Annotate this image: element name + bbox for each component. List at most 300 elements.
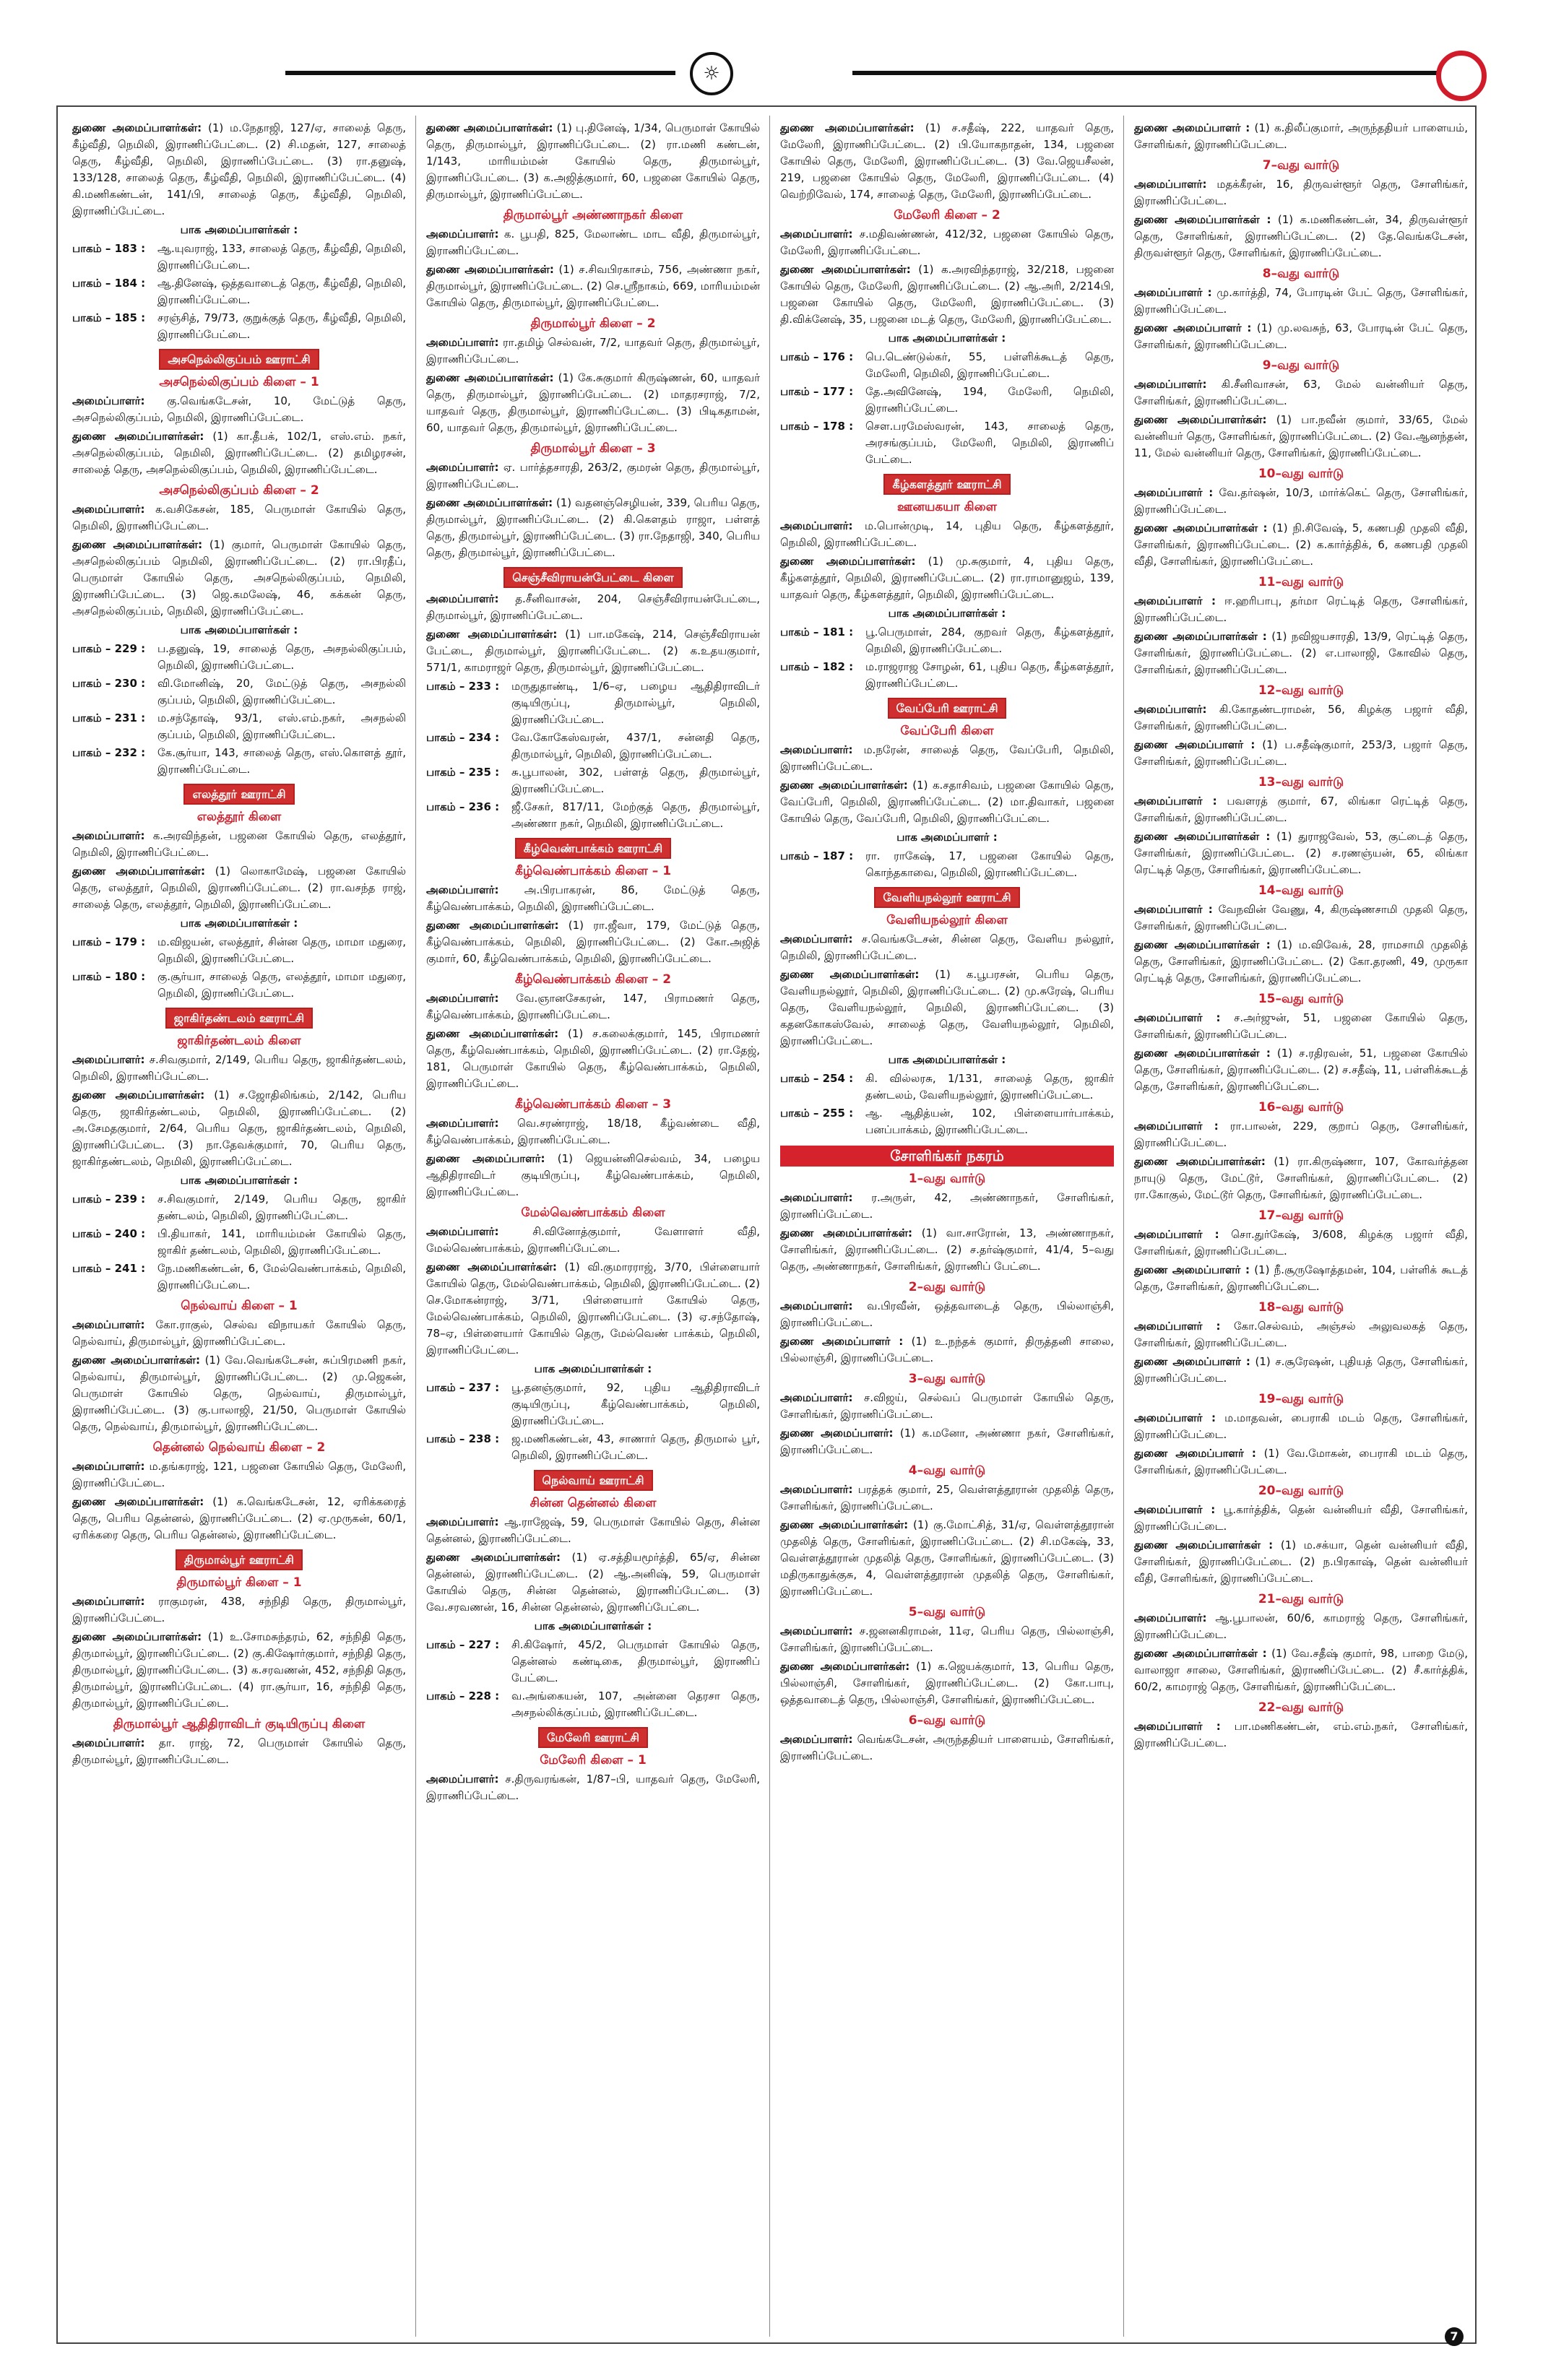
booth-details: வி.மோனிஷ், 20, மேட்டுத் தெரு, அசநல்லி குப்பம், நெமிலி, இராணிப்பேட்டை. xyxy=(157,677,406,706)
member-details: (1) ம.சக்யா, தென் வன்னியர் வீதி, சோளிங்கர், இராணிப்பேட்டை. (2) ந.பிரகாஷ், தென் வன்னியர் வீதி, சோளிங்கர், இராணிப்பேட்டை. xyxy=(1134,1539,1468,1585)
member-details: (1) மு.சுகுமார், 4, புதிய தெரு, கீழ்களத்தூர், நெமிலி, இராணிப்பேட்டை. (2) ரா.ராமானுஜம், 139, யாதவர் தெரு, கீழ்களத்தூர், நெமிலி, இராணிப்பேட்டை. xyxy=(780,555,1114,601)
member-entry xyxy=(1134,901,1468,935)
member-entry xyxy=(426,1549,760,1616)
member-details: ராகுமரன், 438, சந்நிதி தெரு, திருமால்பூர், இராணிப்பேட்டை. xyxy=(72,1595,406,1624)
column-divider xyxy=(415,116,416,2337)
booth-row xyxy=(72,969,406,1002)
member-details: ச.வெங்கடேசன், சின்ன தெரு, வேளிய நல்லூர், நெமிலி, இராணிப்பேட்டை. xyxy=(780,932,1114,962)
member-entry xyxy=(426,226,760,259)
member-details: (1) உ.சோமசுந்தரம், 62, சந்நிதி தெரு, திருமால்பூர், இராணிப்பேட்டை. (2) கு.கிஷோர்குமார், சந்நிதி தெரு, திருமால்பூர், இராணிப்பேட்டை. (3) க.சரவணன், 452, சந்நிதி தெரு, திருமால்பூர், இராணிப்பேட்டை. (4) ரா.சூர்யா, 16, சந்நிதி தெரு, திருமால்பூர், இராணிப்பேட்டை. xyxy=(72,1630,406,1710)
section-block xyxy=(1134,991,1468,1095)
role-label: அமைப்பாளர்: xyxy=(72,1736,145,1749)
role-label: துணை அமைப்பாளர் : xyxy=(1134,1263,1250,1276)
member-details: (1) கா.தீபக், 102/1, எஸ்.எம். நகர், அசநெல்லிகுப்பம், நெமிலி, இராணிப்பேட்டை. (2) தமிழரசன், சாலைத் தெரு, அசநெல்லிகுப்பம், நெமிலி, இராணிப்பேட்டை. xyxy=(72,430,406,476)
role-label: அமைப்பாளர்: xyxy=(780,1624,853,1637)
member-entry xyxy=(780,966,1114,1050)
role-label: துணை அமைப்பாளர்கள்: xyxy=(780,121,915,134)
booth-row xyxy=(72,745,406,778)
booth-label: பாகம் – 235 : xyxy=(426,766,500,779)
member-details: (1) ம.நேதாஜி, 127/ஏ, சாலைத் தெரு, கீழ்வீதி, நெமிலி, இராணிப்பேட்டை. (2) சி.மதன், 127, சாலைத் தெரு, கீழ்வீதி, நெமிலி, இராணிப்பேட்டை. (3) ரா.தனுஷ், 133/128, சாலைத் தெரு, கீழ்வீதி, நெமிலி, இராணிப்பேட்டை. (4) கி.மணிகண்டன், 141/பி, சாலைத் தெரு, கீழ்வீதி, நெமிலி, இராணிப்பேட்டை. xyxy=(72,121,406,217)
section-block xyxy=(72,784,406,1002)
member-entry xyxy=(780,931,1114,964)
member-details: மு.கார்த்தி, 74, போரடின் பேட் தெரு, சோளிங்கர், இராணிப்பேட்டை. xyxy=(1134,286,1468,316)
header-rule-right xyxy=(852,71,1445,75)
booth-label: பாகம் – 240 : xyxy=(72,1227,146,1240)
section-block xyxy=(1134,1299,1468,1387)
booth-label: பாகம் – 183 : xyxy=(72,242,146,255)
role-label: அமைப்பாளர்: xyxy=(1134,703,1207,716)
member-details: ஈ.ஹரிபாபு, தர்மா ரெட்டித் தெரு, சோளிங்கர், இராணிப்பேட்டை. xyxy=(1134,594,1468,624)
booth-row xyxy=(72,241,406,274)
section-block xyxy=(72,349,406,478)
booth-details: பூ.தனஞ்குமார், 92, புதிய ஆதிதிராவிடர் குடியிருப்பு, கீழ்வெண்பாக்கம், நெமிலி, இராணிப்பேட்டை. xyxy=(511,1381,760,1427)
member-details: (1) ச.சிவபிரகாசம், 756, அண்ணா நகர், திருமால்பூர், இராணிப்பேட்டை. (2) செ.ஸ்ரீநாகம், 669, மாரியம்மன் கோயில் தெரு, திருமால்பூர், இராணிப்பேட்டை. xyxy=(426,263,760,309)
role-label: துணை அமைப்பாளர்கள்: xyxy=(426,1260,557,1273)
member-entry xyxy=(72,1593,406,1627)
booth-label: பாகம் – 178 : xyxy=(780,420,854,433)
member-details: ஆ.ராஜேஷ், 59, பெருமாள் கோயில் தெரு, சின்ன தென்னல், இராணிப்பேட்டை. xyxy=(426,1515,760,1545)
booth-row xyxy=(426,730,760,763)
branch-title: 14–வது வார்டு xyxy=(1258,883,1344,898)
section-block xyxy=(426,567,760,832)
booth-row xyxy=(72,641,406,674)
member-details: வே.ஞானசேகரன், 147, பிராமணர் தெரு, கீழ்வெண்பாக்கம், இராணிப்பேட்டை. xyxy=(426,992,760,1021)
branch-title: ஊனயகயா கிளை xyxy=(896,500,998,514)
section-block xyxy=(1134,774,1468,878)
member-entry xyxy=(426,459,760,493)
booth-label: பாகம் – 234 : xyxy=(426,731,500,744)
masthead xyxy=(0,0,1543,123)
booth-row xyxy=(426,1637,760,1687)
member-entry xyxy=(780,120,1114,203)
member-entry xyxy=(1134,1718,1468,1752)
branch-title: 12–வது வார்டு xyxy=(1258,683,1344,698)
member-details: (1) மு.லவசுந், 63, போரடின் பேட் தெரு, சோளிங்கர், இராணிப்பேட்டை. xyxy=(1134,321,1468,351)
member-entry xyxy=(1134,737,1468,770)
booth-heading: பாக அமைப்பாளர்கள் : xyxy=(180,1174,298,1187)
booth-details: பூ.பெருமாள், 284, குறவர் தெரு, கீழ்களத்தூர், நெமிலி, இராணிப்பேட்டை. xyxy=(865,626,1114,655)
member-entry xyxy=(426,1259,760,1359)
role-label: துணை அமைப்பாளர்கள்: xyxy=(72,121,202,134)
member-entry xyxy=(426,917,760,967)
booth-label: பாகம் – 233 : xyxy=(426,680,500,693)
member-entry xyxy=(780,1623,1114,1656)
member-details: கோ.செல்வம், அஞ்சல் அலுவலகத் தெரு, சோளிங்கர், இராணிப்பேட்டை. xyxy=(1134,1320,1468,1349)
branch-title: 1–வது வார்டு xyxy=(908,1172,986,1186)
member-details: (1) ப.சதீஷ்குமார், 253/3, பஜார் தெரு, சோளிங்கர், இராணிப்பேட்டை. xyxy=(1134,738,1468,768)
section-block xyxy=(1134,883,1468,987)
section-block xyxy=(72,1298,406,1435)
member-details: (1) வா.சாரோன், 13, அண்ணாநகர், சோளிங்கர், இராணிப்பேட்டை. (2) ச.தர்ஷ்குமார், 41/4, 5–வது தெரு, அண்ணாநகர், சோளிங்கர், இராணிப் பேட்டை. xyxy=(780,1226,1114,1273)
booth-heading: பாக அமைப்பாளர் : xyxy=(896,831,998,844)
section-block xyxy=(426,1470,760,1721)
booth-details: சரஞ்சித், 79/73, குறுக்குத் தெரு, கீழ்வீதி, நெமிலி, இராணிப்பேட்டை. xyxy=(157,311,406,341)
role-label: துணை அமைப்பாளர்கள் : xyxy=(1134,1539,1274,1552)
branch-title: வேளியநல்லூர் கிளை xyxy=(886,913,1008,927)
section-block xyxy=(1134,358,1468,462)
member-entry xyxy=(1134,1502,1468,1535)
branch-title: 4–வது வார்டு xyxy=(908,1463,986,1478)
branch-title: மேலேரி கிளை – 1 xyxy=(540,1753,647,1767)
member-entry xyxy=(1134,628,1468,678)
member-details: ச.அர்ஜுன், 51, பஜனை கோயில் தெரு, சோளிங்கர், இராணிப்பேட்டை. xyxy=(1134,1011,1468,1041)
branch-title: ஜாகிர்தண்டலம் கிளை xyxy=(177,1034,301,1048)
section-block xyxy=(72,120,406,343)
section-block xyxy=(426,441,760,561)
section-block xyxy=(1134,1700,1468,1752)
role-label: அமைப்பாளர்: xyxy=(426,336,499,349)
booth-label: பாகம் – 239 : xyxy=(72,1193,146,1206)
booth-heading: பாக அமைப்பாளர்கள் : xyxy=(888,332,1006,345)
booth-label: பாகம் – 181 : xyxy=(780,626,854,639)
section-block xyxy=(426,838,760,967)
booth-details: வே.கோகேஸ்வரன், 437/1, சன்னதி தெரு, திருமால்பூர், நெமிலி, இராணிப்பேட்டை. xyxy=(511,731,760,761)
member-entry xyxy=(780,1390,1114,1423)
member-details: ஆ.பூபாலன், 60/6, காமராஜ் தெரு, சோளிங்கர், இராணிப்பேட்டை. xyxy=(1134,1611,1468,1641)
column-divider xyxy=(769,116,770,2337)
column-4 xyxy=(1134,120,1468,2330)
panchayat-title: நெல்வாய் ஊராட்சி xyxy=(534,1470,653,1491)
booth-row xyxy=(72,710,406,743)
member-details: ர.அருள், 42, அண்ணாநகர், சோளிங்கர், இராணிப்பேட்டை. xyxy=(780,1191,1114,1221)
section-block xyxy=(1134,683,1468,770)
member-entry xyxy=(72,1735,406,1768)
branch-title: திருமால்பூர் கிளை – 1 xyxy=(176,1575,302,1590)
booth-row xyxy=(780,349,1114,382)
booth-details: ஆ. ஆதித்யன், 102, பிள்ளையார்பாக்கம், பனப்பாக்கம், இராணிப்பேட்டை. xyxy=(865,1107,1114,1136)
member-entry xyxy=(780,1190,1114,1223)
role-label: அமைப்பாளர் : xyxy=(1134,594,1216,607)
member-details: வே.தர்ஷன், 10/3, மார்க்கெட் தெரு, சோளிங்கர், இராணிப்பேட்டை. xyxy=(1134,486,1468,516)
section-block xyxy=(1134,157,1468,261)
role-label: துணை அமைப்பாளர்கள் : xyxy=(1134,522,1268,535)
member-details: ம.மாதவன், பைராகி மடம் தெரு, சோளிங்கர், இராணிப்பேட்டை. xyxy=(1134,1411,1468,1441)
member-details: (1) ச.சூரேஷன், புதியத் தெரு, சோளிங்கர், இராணிப்பேட்டை. xyxy=(1134,1355,1468,1385)
member-entry xyxy=(780,1731,1114,1765)
role-label: துணை அமைப்பாளர்கள்: xyxy=(1134,413,1267,426)
role-label: அமைப்பாளர் : xyxy=(1134,1503,1216,1516)
member-entry xyxy=(426,1224,760,1257)
section-block xyxy=(426,207,760,311)
booth-details: ம.சந்தோஷ், 93/1, எஸ்.எம்.நகர், அசநல்லி குப்பம், நெமிலி, இராணிப்பேட்டை. xyxy=(157,711,406,741)
member-entry xyxy=(1134,176,1468,209)
role-label: அமைப்பாளர்: xyxy=(426,1117,499,1130)
section-block xyxy=(72,1008,406,1294)
member-details: (1) உ.நந்தக் குமார், திருத்தனி சாலை, பில்லாஞ்சி, இராணிப்பேட்டை. xyxy=(780,1335,1114,1364)
member-details: (1) ஜெயன்னிசெல்வம், 34, பழைய ஆதிதிராவிடர் குடியிருப்பு, கீழ்வெண்பாக்கம், நெமிலி, இராணிப்பேட்டை. xyxy=(426,1152,760,1198)
member-details: க.வசிகேசன், 185, பெருமாள் கோயில் தெரு, நெமிலி, இராணிப்பேட்டை. xyxy=(72,503,406,532)
booth-label: பாகம் – 179 : xyxy=(72,935,146,948)
role-label: அமைப்பாளர்: xyxy=(780,519,853,532)
role-label: துணை அமைப்பாளர் : xyxy=(780,1335,904,1348)
role-label: அமைப்பாளர் : xyxy=(1134,486,1214,499)
booth-row xyxy=(780,418,1114,468)
panchayat-title: திருமால்பூர் ஊராட்சி xyxy=(176,1549,303,1570)
member-details: (1) க.மனோ, அண்ணா நகர், சோளிங்கர், இராணிப்பேட்டை. xyxy=(780,1427,1114,1456)
role-label: துணை அமைப்பாளர்கள்: xyxy=(72,865,206,878)
branch-title: மேலேரி கிளை – 2 xyxy=(894,208,1000,222)
branch-title: அசநெல்லிகுப்பம் கிளை – 2 xyxy=(159,483,319,498)
member-entry xyxy=(1134,485,1468,518)
member-details: ச.விஜய், செல்வப் பெருமாள் கோயில் தெரு, சோளிங்கர், இராணிப்பேட்டை. xyxy=(780,1391,1114,1421)
member-details: (1) கு.மோட்சித், 31/ஏ, வெள்ளத்தூரான் முதலித் தெரு, சோளிங்கர், இராணிப்பேட்டை. (2) சி.மகேஷ், 33, வெள்ளத்தூரான் முதலித் தெரு, சோளிங்கர், இராணிப்பேட்டை. (3) மதிருகாதுக்குசு, 4, வெள்ளத்தூரான் முதலித் தெரு, சோளிங்கர், இராணிப்பேட்டை. xyxy=(780,1518,1114,1598)
branch-title: மேல்வெண்பாக்கம் கிளை xyxy=(521,1206,665,1220)
member-details: கோ.ராகுல், செல்வ விநாயகர் கோயில் தெரு, நெல்வாய், திருமால்பூர், இராணிப்பேட்டை. xyxy=(72,1318,406,1348)
section-block xyxy=(426,972,760,1092)
section-block xyxy=(1134,1483,1468,1587)
member-entry xyxy=(72,1317,406,1350)
role-label: துணை அமைப்பாளர்கள்: xyxy=(426,263,554,276)
branch-title: 7–வது வார்டு xyxy=(1262,158,1340,173)
booth-row xyxy=(780,848,1114,881)
member-details: (1) கே.சுகுமார் கிருஷ்ணன், 60, யாதவர் தெரு, திருமால்பூர், இராணிப்பேட்டை. (2) மாதரசராஜ், 7/2, யாதவர் தெரு, திருமால்பூர், இராணிப்பேட்டை. (3) பிடிகதாமன், 60, யாதவர் தெரு, திருமால்பூர், இராணிப்பேட்டை. xyxy=(426,371,760,434)
member-entry xyxy=(1134,1445,1468,1479)
section-block xyxy=(780,1463,1114,1600)
section-block xyxy=(72,483,406,778)
role-label: அமைப்பாளர்: xyxy=(780,1483,853,1496)
booth-label: பாகம் – 227 : xyxy=(426,1638,500,1651)
section-block xyxy=(780,120,1114,203)
role-label: துணை அமைப்பாளர்கள்: xyxy=(72,1354,200,1367)
section-block xyxy=(1134,266,1468,353)
member-details: (1) க.திலீப்குமார், அருந்ததியர் பாளையம், சோளிங்கர், இராணிப்பேட்டை. xyxy=(1134,121,1468,151)
member-details: தா. ராஜ், 72, பெருமாள் கோயில் தெரு, திருமால்பூர், இராணிப்பேட்டை. xyxy=(72,1736,406,1766)
branch-title: 11–வது வார்டு xyxy=(1258,575,1344,589)
member-details: (1) க.சதாசிவம், பஜனை கோயில் தெரு, வேப்பேரி, நெமிலி, இராணிப்பேட்டை. (2) மா.திவாகர், பஜனை கோயில் தெரு, வேப்பேரி, நெமிலி, இராணிப்பேட்டை. xyxy=(780,779,1114,825)
branch-title: 18–வது வார்டு xyxy=(1258,1300,1344,1315)
role-label: அமைப்பாளர்: xyxy=(780,1733,853,1746)
member-entry xyxy=(780,742,1114,775)
member-entry xyxy=(1134,1154,1468,1203)
booth-label: பாகம் – 237 : xyxy=(426,1381,500,1394)
role-label: துணை அமைப்பாளர்கள்: xyxy=(426,121,553,134)
role-label: அமைப்பாளர்: xyxy=(72,829,145,842)
branch-title: திருமால்பூர் ஆதிதிராவிடர் குடியிருப்பு கிளை xyxy=(113,1717,366,1731)
role-label: துணை அமைப்பாளர்கள்: xyxy=(72,538,203,551)
section-block xyxy=(426,1096,760,1200)
section-block xyxy=(426,1727,760,1804)
member-entry xyxy=(1134,1010,1468,1043)
booth-heading: பாக அமைப்பாளர்கள் : xyxy=(180,623,298,636)
role-label: துணை அமைப்பாளர்கள்: xyxy=(426,919,559,932)
member-entry xyxy=(72,393,406,426)
role-label: அமைப்பாளர் : xyxy=(1134,1228,1219,1241)
role-label: அமைப்பாளர்: xyxy=(426,228,499,241)
role-label: அமைப்பாளர் : xyxy=(1134,286,1212,299)
member-entry xyxy=(780,226,1114,259)
booth-label: பாகம் – 180 : xyxy=(72,970,146,983)
booth-row xyxy=(426,799,760,832)
booth-row xyxy=(72,275,406,308)
member-details: ம.பொன்முடி, 14, புதிய தெரு, கீழ்களத்தூர், நெமிலி, இராணிப்பேட்டை. xyxy=(780,519,1114,549)
member-entry xyxy=(780,1298,1114,1331)
section-block xyxy=(780,474,1114,692)
member-details: ம.தங்கராஜ், 121, பஜனை கோயில் தெரு, மேலேரி, இராணிப்பேட்டை. xyxy=(72,1460,406,1489)
role-label: அமைப்பாளர்: xyxy=(780,1391,853,1404)
member-details: ஏ. பார்த்தசாரதி, 263/2, குமரன் தெரு, திருமால்பூர், இராணிப்பேட்டை. xyxy=(426,461,760,490)
member-entry xyxy=(1134,212,1468,261)
role-label: அமைப்பாளர்: xyxy=(426,1515,499,1528)
municipality-banner: சோளிங்கர் நகரம் xyxy=(780,1146,1114,1167)
member-entry xyxy=(780,553,1114,603)
role-label: துணை அமைப்பாளர்கள்: xyxy=(780,1660,910,1673)
role-label: அமைப்பாளர் : xyxy=(1134,1720,1221,1733)
section-block xyxy=(780,1146,1114,1275)
member-details: (1) துராஜவேல், 53, குட்டைத் தெரு, சோளிங்கர், இராணிப்பேட்டை. (2) ச.ரணஞ்யன், 65, லிங்கா ரெட்டித் தெரு, சோளிங்கர், இராணிப்பேட்டை. xyxy=(1134,830,1468,876)
member-details: (1) க.வெங்கடேசன், 12, ஏரிக்கரைத் தெரு, பெரிய தென்னல், இராணிப்பேட்டை. (2) ஏ.முருகன், 60/1, ஏரிக்கரை தெரு, பெரிய தென்னல், இராணிப்பேட்டை. xyxy=(72,1495,406,1541)
member-entry xyxy=(1134,1610,1468,1643)
member-entry xyxy=(72,428,406,478)
member-entry xyxy=(780,1517,1114,1600)
member-details: வ.பிரவீன், ஒத்தவாடைத் தெரு, பில்லாஞ்சி, இராணிப்பேட்டை. xyxy=(780,1299,1114,1329)
member-entry xyxy=(1134,120,1468,153)
member-entry xyxy=(1134,593,1468,626)
role-label: துணை அமைப்பாளர்கள்: xyxy=(72,1495,204,1508)
panchayat-title: கீழ்களத்தூர் ஊராட்சி xyxy=(883,474,1010,495)
section-block xyxy=(1134,120,1468,153)
booth-row xyxy=(72,310,406,343)
role-label: துணை அமைப்பாளர்கள்: xyxy=(780,779,908,792)
member-details: க. பூபதி, 825, மேலாண்ட மாட வீதி, திருமால்பூர், இராணிப்பேட்டை. xyxy=(426,228,760,257)
branch-title: 19–வது வார்டு xyxy=(1258,1392,1344,1406)
role-label: அமைப்பாளர் : xyxy=(1134,903,1213,916)
booth-row xyxy=(72,1260,406,1294)
booth-details: சௌ.பரமேஸ்வரன், 143, சாலைத் தெரு, அரசங்குப்பம், மேலேரி, நெமிலி, இராணிப் பேட்டை. xyxy=(865,420,1114,466)
branch-title: நெல்வாய் கிளை – 1 xyxy=(181,1299,298,1313)
panchayat-title: ஜாகிர்தண்டலம் ஊராட்சி xyxy=(165,1008,313,1029)
booth-label: பாகம் – 236 : xyxy=(426,800,500,813)
role-label: அமைப்பாளர் : xyxy=(1134,1320,1221,1333)
member-entry xyxy=(72,120,406,220)
branch-title: சின்ன தென்னல் கிளை xyxy=(530,1496,657,1510)
member-details: (1) ரா.கிருஷ்ணா, 107, கோவர்த்தன நாயுடு தெரு, மேட்டூர், சோளிங்கர், இராணிப்பேட்டை. (2) ரா.கோகுல், மேட்டூர் தெரு, சோளிங்கர், இராணிப்பேட்டை. xyxy=(1134,1155,1468,1201)
booth-details: வ.அங்கையன், 107, அன்னை தெரசா தெரு, அசநல்லிக்குப்பம், இராணிப்பேட்டை. xyxy=(511,1689,760,1719)
booth-label: பாகம் – 228 : xyxy=(426,1689,500,1702)
member-details: (1) வதனஞ்செழியன், 339, பெரிய தெரு, திருமால்பூர், இராணிப்பேட்டை. (2) கி.கௌதம் ராஜா, பள்ளத் தெரு, திருமால்பூர், இராணிப்பேட்டை. (3) ரா.நேதாஜி, 340, பெரிய தெரு, திருமால்பூர், இராணிப்பேட்டை. xyxy=(426,496,760,559)
role-label: அமைப்பாளர்: xyxy=(72,503,145,516)
member-details: ச.மதிவண்ணன், 412/32, பஜனை கோயில் தெரு, மேலேரி, இராணிப்பேட்டை. xyxy=(780,228,1114,257)
role-label: அமைப்பாளர் : xyxy=(1134,1411,1216,1424)
member-entry xyxy=(1134,376,1468,410)
panchayat-title: கீழ்வெண்பாக்கம் ஊராட்சி xyxy=(515,838,671,859)
member-details: (1) ச.ஜோதிலிங்கம், 2/142, பெரிய தெரு, ஜாகிர்தண்டலம், நெமிலி, இராணிப்பேட்டை. (2) அ.சேமதகுமார், 2/64, பெரிய தெரு, ஜாகிர்தண்டலம், நெமிலி, இராணிப்பேட்டை. (3) நா.தேவக்குமார், 70, பெரிய தெரு, ஜாகிர்தண்டலம், நெமிலி, இராணிப்பேட்டை. xyxy=(72,1089,406,1168)
member-entry xyxy=(1134,793,1468,826)
branch-title: 2–வது வார்டு xyxy=(908,1280,986,1294)
member-entry xyxy=(1134,1537,1468,1587)
column-1 xyxy=(72,120,406,2330)
role-label: துணை அமைப்பாளர் : xyxy=(1134,738,1255,751)
role-label: துணை அமைப்பாளர் : xyxy=(1134,1447,1256,1460)
member-details: (1) நி.சிவேஷ், 5, கணபதி முதலி வீதி, சோளிங்கர், இராணிப்பேட்டை. (2) க.கார்த்திக், 6, கணபதி முதலி வீதி, சோளிங்கர், இராணிப்பேட்டை. xyxy=(1134,522,1468,568)
booth-label: பாகம் – 184 : xyxy=(72,277,146,290)
role-label: அமைப்பாளர்: xyxy=(780,1191,853,1204)
member-entry xyxy=(780,1481,1114,1515)
role-label: அமைப்பாளர் : xyxy=(1134,1011,1221,1024)
role-label: துணை அமைப்பாளர்கள்: xyxy=(780,1226,913,1239)
role-label: துணை அமைப்பாளர்கள்: xyxy=(780,1518,909,1531)
booth-label: பாகம் – 238 : xyxy=(426,1432,500,1445)
branch-title: 13–வது வார்டு xyxy=(1258,775,1344,789)
member-entry xyxy=(426,626,760,676)
booth-row xyxy=(426,1431,760,1464)
booth-label: பாகம் – 232 : xyxy=(72,746,146,759)
member-entry xyxy=(72,1629,406,1712)
section-block xyxy=(1134,574,1468,678)
member-entry xyxy=(780,518,1114,551)
role-label: துணை அமைப்பாளர் : xyxy=(1134,321,1252,334)
booth-row xyxy=(780,659,1114,692)
branch-title: கீழ்வெண்பாக்கம் கிளை – 1 xyxy=(514,864,672,878)
booth-details: பி.தியாகர், 141, மாரியம்மன் கோயில் தெரு, ஜாகிர் தண்டலம், நெமிலி, இராணிப்பேட்டை. xyxy=(157,1227,406,1257)
section-block xyxy=(426,1205,760,1464)
section-block xyxy=(426,316,760,436)
member-entry xyxy=(72,537,406,620)
member-entry xyxy=(426,334,760,368)
member-details: கு.வெங்கடேசன், 10, மேட்டுத் தெரு, அசநெல்லிகுப்பம், நெமிலி, இராணிப்பேட்டை. xyxy=(72,394,406,424)
branch-title: 17–வது வார்டு xyxy=(1258,1208,1344,1223)
booth-heading: பாக அமைப்பாளர்கள் : xyxy=(180,223,298,236)
member-details: (1) ச.கலைக்குமார், 145, பிராமணர் தெரு, கீழ்வெண்பாக்கம், நெமிலி, இராணிப்பேட்டை. (2) ரா.தேஜ், 181, பெருமாள் கோயில் தெரு, கீழ்வெண்பாக்கம், நெமிலி, இராணிப்பேட்டை. xyxy=(426,1027,760,1090)
role-label: துணை அமைப்பாளர்கள்: xyxy=(426,1027,559,1040)
branch-title: 20–வது வார்டு xyxy=(1258,1484,1344,1498)
role-label: துணை அமைப்பாளர் : xyxy=(1134,121,1250,134)
member-details: (1) க.ஜெயக்குமார், 13, பெரிய தெரு, பில்லாஞ்சி, சோளிங்கர், இராணிப்பேட்டை. (2) கோ.பாபு, ஒத்தவாடைத் தெரு, பில்லாஞ்சி, சோளிங்கர், இராணிப்பேட்டை. xyxy=(780,1660,1114,1706)
branch-title: 6–வது வார்டு xyxy=(908,1713,986,1728)
booth-details: கே.சூர்யா, 143, சாலைத் தெரு, எஸ்.கொளத் தூர், இராணிப்பேட்டை. xyxy=(157,746,406,776)
booth-label: பாகம் – 185 : xyxy=(72,311,146,324)
section-block xyxy=(72,1440,406,1544)
panchayat-title: மேலேரி ஊராட்சி xyxy=(538,1727,648,1748)
member-details: (1) க.அரவிந்தராஜ், 32/218, பஜனை கோயில் தெரு, மேலேரி, இராணிப்பேட்டை. (2) ஆ.அரி, 2/214பி, பஜனை கோயில் தெரு, மேலேரி, இராணிப்பேட்டை. (3) தி.விக்னேஷ், 35, பஜனை மடத் தெரு, மேலேரி, இராணிப்பேட்டை. xyxy=(780,263,1114,326)
branch-title: வேப்பேரி கிளை xyxy=(900,724,994,738)
role-label: அமைப்பாளர்: xyxy=(426,883,499,896)
column-divider xyxy=(1123,116,1124,2337)
member-entry xyxy=(1134,412,1468,462)
member-entry xyxy=(1134,1410,1468,1443)
member-details: மதக்கீரன், 16, திருவள்ளூர் தெரு, சோளிங்கர், இராணிப்பேட்டை. xyxy=(1134,178,1468,207)
member-details: (1) ச.சதீஷ், 222, யாதவர் தெரு, மேலேரி, இராணிப்பேட்டை. (2) பி.யோகநாதன், 134, பஜனை கோயில் தெரு, மேலேரி, இராணிப்பேட்டை. (3) வே.ஜெயசீலன், 219, பஜனை கோயில் தெரு, மேலேரி, இராணிப்பேட்டை. (4) வெற்றிவேல், 174, சாலைத் தெரு, மேலேரி, இராணிப்பேட்டை. xyxy=(780,121,1114,201)
section-block xyxy=(780,1713,1114,1765)
booth-row xyxy=(72,934,406,967)
booth-details: நே.மணிகண்டன், 6, மேல்வெண்பாக்கம், நெமிலி, இராணிப்பேட்டை. xyxy=(157,1262,406,1291)
member-entry xyxy=(72,501,406,535)
booth-label: பாகம் – 182 : xyxy=(780,660,854,673)
booth-row xyxy=(426,678,760,728)
role-label: துணை அமைப்பாளர்கள் : xyxy=(1134,1647,1267,1660)
member-details: (1) வே.வெங்கடேசன், சுப்பிரமணி நகர், நெல்வாய், திருமால்பூர், இராணிப்பேட்டை. (2) மு.ஜெகன், பெருமாள் கோயில் தெரு, நெல்வாய், திருமால்பூர், இராணிப்பேட்டை. (3) கு.பாலாஜி, 21/50, பெருமாள் கோயில் தெரு, நெல்வாய், திருமால்பூர், இராணிப்பேட்டை. xyxy=(72,1354,406,1433)
branch-title: 8–வது வார்டு xyxy=(1262,267,1340,281)
booth-details: சி.கிஷோர், 45/2, பெருமாள் கோயில் தெரு, தென்னல் கண்டிகை, திருமால்பூர், இராணிப் பேட்டை. xyxy=(511,1638,760,1684)
booth-details: ஜீ.சேகர், 817/11, மேற்குத் தெரு, திருமால்பூர், அண்ணா நகர், நெமிலி, இராணிப்பேட்டை. xyxy=(511,800,760,830)
member-details: பவளரத் குமார், 67, லிங்கா ரெட்டித் தெரு, சோளிங்கர், இராணிப்பேட்டை. xyxy=(1134,795,1468,824)
member-details: பூ.கார்த்திக், தென் வன்னியர் வீதி, சோளிங்கர், இராணிப்பேட்டை. xyxy=(1134,1503,1468,1533)
role-label: அமைப்பாளர்: xyxy=(72,1053,145,1066)
booth-label: பாகம் – 254 : xyxy=(780,1072,854,1085)
branch-title: தென்னல் நெல்வாய் கிளை – 2 xyxy=(152,1440,326,1455)
booth-label: பாகம் – 176 : xyxy=(780,350,854,363)
role-label: அமைப்பாளர்: xyxy=(72,1460,145,1473)
section-block xyxy=(780,1279,1114,1367)
booth-details: ம.ராஜராஜ சோழன், 61, புதிய தெரு, கீழ்களத்தூர், இராணிப்பேட்டை. xyxy=(865,660,1114,690)
member-entry xyxy=(1134,1645,1468,1695)
section-block xyxy=(780,1604,1114,1708)
role-label: துணை அமைப்பாளர்கள்: xyxy=(426,628,558,641)
booth-row xyxy=(780,624,1114,657)
section-block xyxy=(72,1549,406,1712)
member-entry xyxy=(1134,1318,1468,1351)
booth-details: பெ.டெண்டுல்கர், 55, பள்ளிக்கூடத் தெரு, மேலேரி, நெமிலி, இராணிப்பேட்டை. xyxy=(865,350,1114,380)
role-label: அமைப்பாளர்: xyxy=(72,1595,145,1608)
